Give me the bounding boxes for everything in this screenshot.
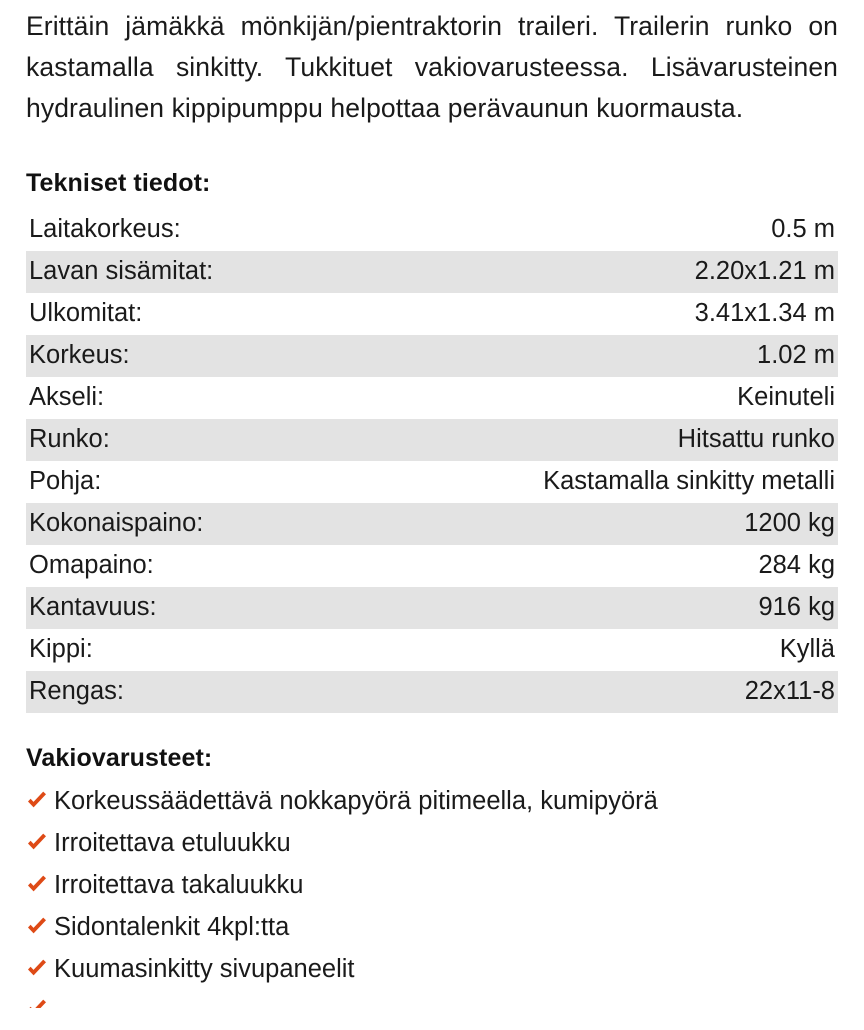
- spec-value: 1.02 m: [757, 341, 835, 369]
- list-item: [26, 948, 838, 990]
- intro-paragraph: Erittäin jämäkkä mönkijän/pientraktorin traileri. Trailerin runko on kastamalla sinkitty. Tukkituet vakiovarusteessa. Lisävarusteinen hydraulinen kippipumppu helpottaa perävaunun kuormausta.: [26, 11, 838, 123]
- spec-label: Kippi:: [29, 635, 93, 663]
- spec-row: [26, 461, 838, 503]
- technical-specs-heading: Tekniset tiedot:: [26, 169, 211, 197]
- spec-row: [26, 419, 838, 461]
- spec-row: [26, 629, 838, 671]
- spec-value: 284 kg: [758, 551, 835, 579]
- check-icon: [26, 864, 53, 906]
- spec-value: Kyllä: [779, 635, 835, 663]
- spec-row: [26, 209, 838, 251]
- check-icon: [26, 948, 53, 990]
- clipped-list-item: [26, 990, 54, 1008]
- list-item-label: Irroitettava etuluukku: [54, 829, 291, 857]
- spec-row: [26, 587, 838, 629]
- spec-value: 1200 kg: [744, 509, 835, 537]
- spec-value: 2.20x1.21 m: [694, 257, 835, 285]
- spec-value: Keinuteli: [737, 383, 835, 411]
- list-item: [26, 780, 838, 822]
- list-item-label: Irroitettava takaluukku: [54, 871, 304, 899]
- spec-value: 0.5 m: [771, 215, 835, 243]
- spec-label: Ulkomitat:: [29, 299, 143, 327]
- spec-label: Pohja:: [29, 467, 102, 495]
- spec-row: [26, 671, 838, 713]
- check-icon: [26, 822, 53, 864]
- spec-row: [26, 251, 838, 293]
- spec-label: Lavan sisämitat:: [29, 257, 214, 285]
- spec-label: Rengas:: [29, 677, 124, 705]
- spec-value: 22x11-8: [744, 677, 835, 705]
- spec-label: Kantavuus:: [29, 593, 157, 621]
- spec-label: Omapaino:: [29, 551, 154, 579]
- list-item: [26, 822, 838, 864]
- spec-row: [26, 293, 838, 335]
- spec-value: Kastamalla sinkitty metalli: [543, 467, 835, 495]
- check-icon: [26, 906, 53, 948]
- technical-specs-table-body: [26, 209, 838, 713]
- check-icon: [26, 990, 53, 1008]
- spec-label: Runko:: [29, 425, 110, 453]
- standard-equipment-list: [26, 780, 838, 990]
- list-item-label: Korkeussäädettävä nokkapyörä pitimeella, kumipyörä: [54, 787, 658, 815]
- spec-label: Kokonaispaino:: [29, 509, 204, 537]
- technical-specs-table: [26, 209, 838, 713]
- list-item-label: Kuumasinkitty sivupaneelit: [54, 955, 355, 983]
- spec-value: 3.41x1.34 m: [694, 299, 835, 327]
- spec-row: [26, 377, 838, 419]
- spec-value: Hitsattu runko: [677, 425, 835, 453]
- spec-label: Korkeus:: [29, 341, 130, 369]
- spec-label: Akseli:: [29, 383, 105, 411]
- list-item: [26, 864, 838, 906]
- spec-label: Laitakorkeus:: [29, 215, 181, 243]
- standard-equipment-heading: Vakiovarusteet:: [26, 744, 213, 772]
- list-item: [26, 906, 838, 948]
- clipped-list-item-row: [26, 990, 838, 1008]
- spec-value: 916 kg: [758, 593, 835, 621]
- spec-row: [26, 503, 838, 545]
- spec-row: [26, 545, 838, 587]
- spec-row: [26, 335, 838, 377]
- list-item-label: Sidontalenkit 4kpl:tta: [54, 913, 290, 941]
- check-icon: [26, 780, 53, 822]
